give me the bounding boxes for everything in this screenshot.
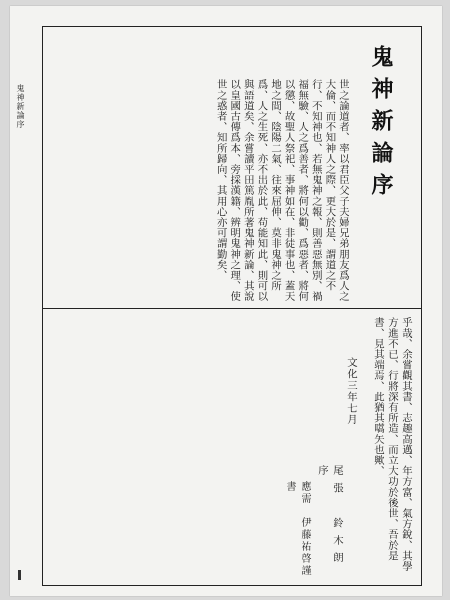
page-mark — [18, 570, 21, 580]
book-page — [10, 6, 442, 596]
calligrapher-signature: 應需 伊藤祐啓謹書 — [284, 481, 310, 577]
upper-body-text: 世之論道者、率以君臣父子夫婦兄弟朋友爲人之大倫、而不知神人之際、更大於是、謂道之不行、不知神也、若無鬼神之報、則善惡無別、禍福無驗、人之爲善者、將何以勸、爲惡者、將何以懲、故聖人祭祀、事神如在、非徒事也、蓋天地之間、陰陽二氣、往來屈伸、莫非鬼神之所爲、人之生死、亦不出於此、苟能知此、則可以與語道矣、余嘗讀平田篤胤所著鬼神新論、其說以皇國古傳爲本、旁採漢籍、辨明鬼神之理、使世之惑者、知所歸向、其用心亦可謂勤矣、 — [214, 79, 349, 302]
lower-body-text: 乎哉、余嘗觀其書、志趣高邁、年方富、氣方銳、其學方進不已、行將深有所造、而立大功於後世、吾於是書、見其端焉、此猶其嚆矢也歟、 — [372, 317, 412, 572]
preface-title: 鬼神新論序 — [368, 45, 394, 205]
author-signature: 尾張 鈴木朗序 — [316, 465, 343, 570]
text-frame — [42, 26, 422, 586]
date-line: 文化三年七月 — [345, 357, 357, 426]
running-head: 鬼神新論序 — [16, 84, 25, 129]
upper-register — [43, 27, 421, 309]
